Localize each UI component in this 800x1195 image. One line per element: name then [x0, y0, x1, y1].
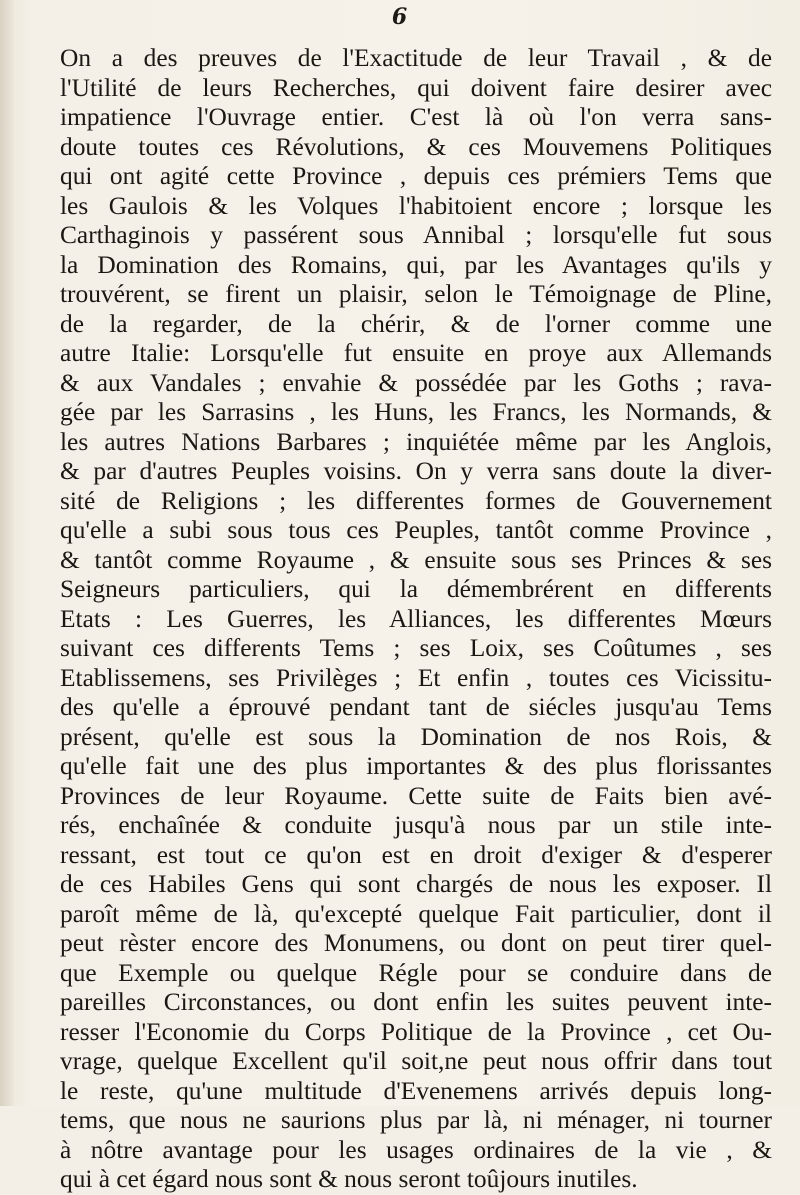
text-line: les autres Nations Barbares ; inquiétée même par les Anglois, [60, 427, 772, 456]
text-line: qui ont agité cette Province , depuis ces prémiers Tems que [60, 162, 772, 190]
text-line: peut rèster encore des Monumens, ou dont on peut tirer quel- [60, 929, 772, 957]
text-line: doute toutes ces Révolutions, & ces Mouvemens Politiques [60, 132, 772, 161]
body-text [60, 44, 772, 1195]
text-line: sité de Religions ; les differentes formes de Gouvernement [60, 486, 772, 515]
text-line: à nôtre avantage pour les usages ordinaires de la vie , & [60, 1135, 772, 1164]
page-gutter [0, 0, 14, 1106]
text-line: l'Utilité de leurs Recherches, qui doivent faire desirer avec [60, 73, 772, 102]
text-line: Etablissemens, ses Privilèges ; Et enfin , toutes ces Vicissitu- [60, 663, 772, 692]
text-line: tems, que nous ne saurions plus par là, ni ménager, ni tourner [60, 1106, 772, 1134]
text-line: le reste, qu'une multitude d'Evenemens arrivés depuis long- [60, 1076, 772, 1105]
page-number: 6 [391, 4, 409, 30]
text-line: ressant, est tout ce qu'on est en droit d'exiger & d'esperer [60, 840, 772, 869]
text-line: que Exemple ou quelque Régle pour se conduire dans de [60, 958, 772, 987]
text-line: resser l'Economie du Corps Politique de la Province , cet Ou- [60, 1017, 772, 1046]
text-line: trouvérent, se firent un plaisir, selon le Témoignage de Pline, [60, 280, 772, 308]
text-line: des qu'elle a éprouvé pendant tant de siécles jusqu'au Tems [60, 693, 772, 721]
text-line: Provinces de leur Royaume. Cette suite de Faits bien avé- [60, 781, 772, 810]
text-line: rés, enchaînée & conduite jusqu'à nous par un stile inte- [60, 811, 772, 839]
text-line: qui à cet égard nous sont & nous seront toûjours inutiles. [60, 1165, 638, 1193]
text-line: la Domination des Romains, qui, par les Avantages qu'ils y [60, 250, 772, 279]
text-line: qu'elle fait une des plus importantes & des plus florissantes [60, 752, 772, 780]
text-line: & par d'autres Peuples voisins. On y verra sans doute la diver- [60, 457, 772, 485]
text-line: Seigneurs particuliers, qui la démembrérent en differents [60, 575, 772, 603]
text-line: paroît même de là, qu'excepté quelque Fait particulier, dont il [60, 899, 772, 928]
text-line: présent, qu'elle est sous la Domination de nos Rois, & [60, 722, 772, 751]
text-line: pareilles Circonstances, ou dont enfin les suites peuvent inte- [60, 988, 772, 1016]
text-line: les Gaulois & les Volques l'habitoient encore ; lorsque les [60, 191, 772, 220]
text-line: vrage, quelque Excellent qu'il soit,ne peut nous offrir dans tout [60, 1047, 772, 1075]
text-line: autre Italie: Lorsqu'elle fut ensuite en proye aux Allemands [60, 339, 772, 367]
text-line: impatience l'Ouvrage entier. C'est là où l'on verra sans- [60, 103, 772, 131]
text-line: de la regarder, de la chérir, & de l'orner comme une [60, 309, 772, 338]
text-line: suivant ces differents Tems ; ses Loix, ses Coûtumes , ses [60, 634, 772, 662]
text-line: & aux Vandales ; envahie & possédée par les Goths ; rava- [60, 368, 772, 397]
text-line: On a des preuves de l'Exactitude de leur Travail , & de [60, 44, 772, 72]
text-line: Etats : Les Guerres, les Alliances, les differentes Mœurs [60, 604, 772, 633]
text-line: & tantôt comme Royaume , & ensuite sous ses Princes & ses [60, 545, 772, 574]
text-line: Carthaginois y passérent sous Annibal ; lorsqu'elle fut sous [60, 221, 772, 249]
text-line: qu'elle a subi sous tous ces Peuples, tantôt comme Province , [60, 516, 772, 544]
text-line: de ces Habiles Gens qui sont chargés de nous les exposer. Il [60, 870, 772, 898]
text-line: gée par les Sarrasins , les Huns, les Francs, les Normands, & [60, 398, 772, 426]
